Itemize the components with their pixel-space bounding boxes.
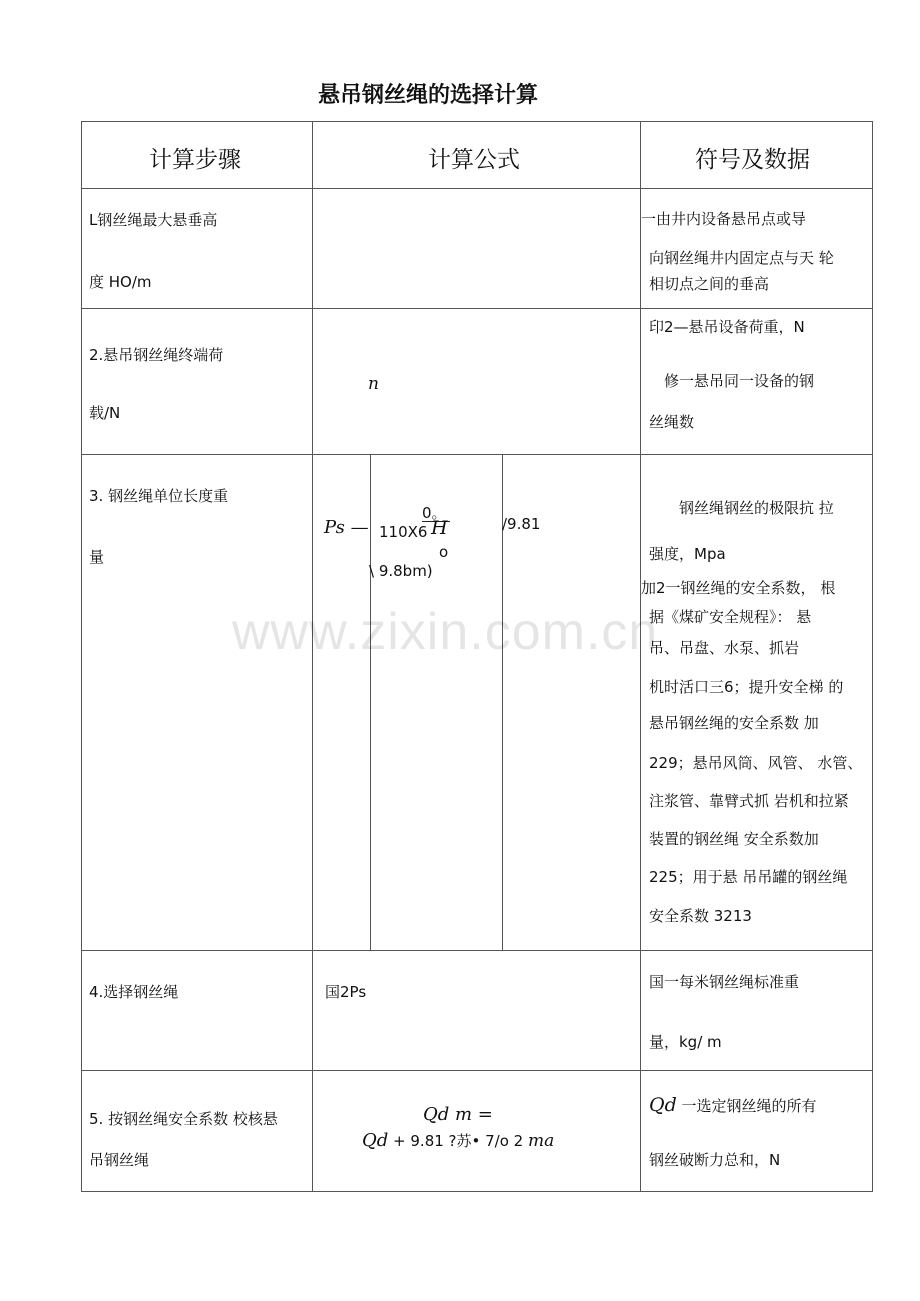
row3-symbol-line5: 吊、吊盘、水泵、抓岩 bbox=[649, 639, 800, 657]
row3-symbol-line7: 悬吊钢丝绳的安全系数 加 bbox=[649, 714, 819, 732]
row2-formula: n bbox=[368, 374, 379, 394]
row4-formula: 国2Ps bbox=[325, 983, 367, 1001]
row3-symbol-line1: 钢丝绳钢丝的极限抗 拉 bbox=[679, 499, 834, 517]
row5-symbol-qd: Qd bbox=[649, 1094, 677, 1116]
row3-formula-h: H bbox=[431, 517, 448, 539]
row1-step-line2: 度 HO/m bbox=[89, 273, 152, 291]
row3-symbol-line6: 机时活口三6；提升安全梯 的 bbox=[649, 678, 844, 696]
row5-formula-mid: + 9.81 ?苏• 7/o 2 bbox=[388, 1132, 528, 1150]
row5-symbol-line2: 钢丝破断力总和，N bbox=[649, 1151, 781, 1169]
row5-symbol-text: 一选定钢丝绳的所有 bbox=[676, 1097, 817, 1115]
header-symbols: 符号及数据 bbox=[695, 147, 810, 173]
row1-step-line1: L钢丝绳最大悬垂高 bbox=[89, 211, 218, 229]
row3-symbol-line9: 注浆管、靠臂式抓 岩机和拉紧 bbox=[649, 792, 849, 810]
row1-symbol-line2: 向钢丝绳井内固定点与天 轮 bbox=[649, 249, 834, 267]
row5-step-line2: 吊钢丝绳 bbox=[89, 1151, 150, 1169]
row5-formula-bottom bbox=[362, 1130, 554, 1151]
row3-symbol-line2: 强度，Mpa bbox=[649, 545, 726, 563]
row3-symbol-line12: 安全系数 3213 bbox=[649, 907, 752, 925]
row3-step-line1: 3. 钢丝绳单位长度重 bbox=[89, 487, 229, 505]
row5-symbol-line1 bbox=[649, 1094, 817, 1116]
row5-formula-top: Qd m = bbox=[423, 1104, 493, 1125]
row2-step-line2: 载/N bbox=[89, 404, 121, 422]
row2-symbol-line2: 修一悬吊同一设备的钢 bbox=[664, 372, 815, 390]
row3-formula-tail: \ 9.8bm) bbox=[369, 562, 433, 580]
row1-symbol-line1: 一由井内设备悬吊点或导 bbox=[641, 210, 807, 228]
row3-formula-ps: Ps — bbox=[324, 517, 369, 538]
row3-step-line2: 量 bbox=[89, 548, 105, 566]
row2-step-line1: 2.悬吊钢丝绳终端荷 bbox=[89, 346, 224, 364]
row3-symbol-line10: 装置的钢丝绳 安全系数加 bbox=[649, 830, 819, 848]
header-formula: 计算公式 bbox=[428, 147, 520, 173]
row2-symbol-line3: 丝绳数 bbox=[649, 413, 695, 431]
row4-symbol-line1: 国一每米钢丝绳标准重 bbox=[649, 973, 800, 991]
row3-symbol-line4: 据《煤矿安全规程》： 悬 bbox=[649, 608, 812, 626]
row4-step: 4.选择钢丝绳 bbox=[89, 983, 179, 1001]
row2-symbol-line1: 印2—悬吊设备荷重，N bbox=[649, 318, 805, 336]
row3-symbol-line11: 225；用于悬 吊吊罐的钢丝绳 bbox=[649, 868, 848, 886]
row5-step-line1: 5. 按钢丝绳安全系数 校核悬 bbox=[89, 1110, 278, 1128]
row3-formula-divisor: /9.81 bbox=[502, 515, 541, 533]
row5-formula-ma: ma bbox=[527, 1131, 555, 1151]
row1-symbol-line3: 相切点之间的垂高 bbox=[649, 275, 770, 293]
header-step: 计算步骤 bbox=[149, 147, 241, 173]
page-title: 悬吊钢丝绳的选择计算 bbox=[318, 83, 539, 108]
row3-formula-subscript: o bbox=[439, 543, 449, 561]
row3-formula-denominator: 110X6 bbox=[379, 523, 428, 541]
row3-formula-numerator: 0。 bbox=[422, 504, 447, 522]
row5-formula-qd: Qd bbox=[362, 1130, 389, 1151]
row4-symbol-line2: 量，kg/ m bbox=[649, 1033, 722, 1051]
row3-symbol-line8: 229；悬吊风筒、风管、 水管、 bbox=[649, 754, 863, 772]
watermark: www.zixin.com.cn bbox=[232, 603, 659, 661]
row3-symbol-line3: 加2一钢丝绳的安全系数， 根 bbox=[641, 579, 836, 597]
